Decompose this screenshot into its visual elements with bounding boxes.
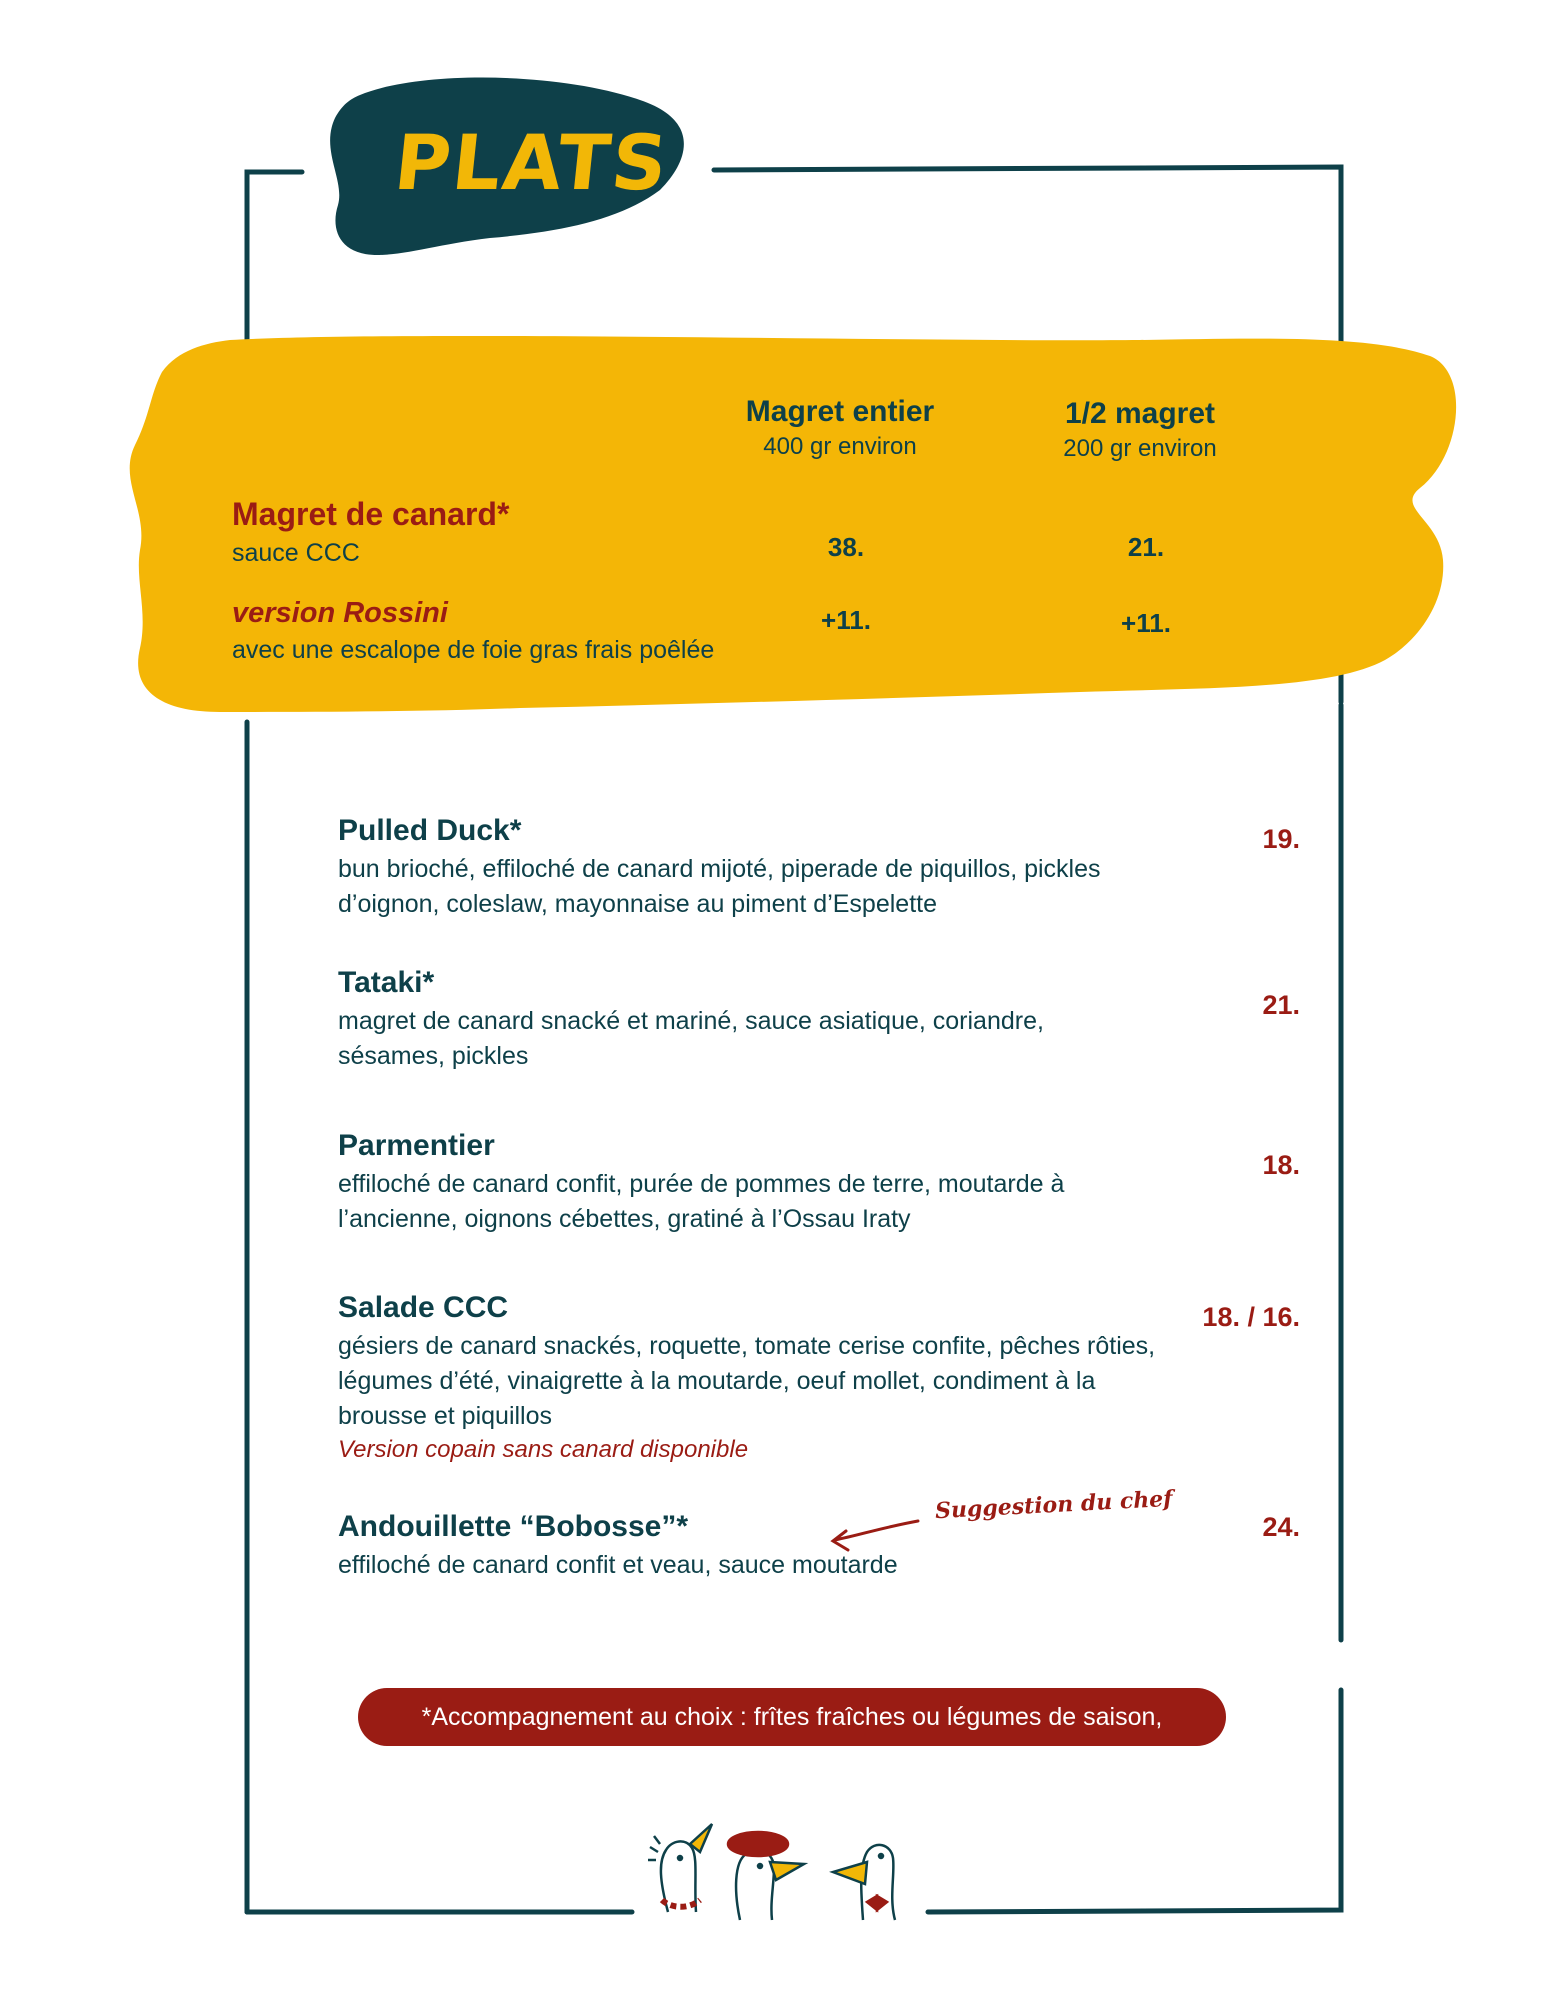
description-line: magret de canard snacké et mariné, sauce asiatique, coriandre, [338, 1007, 1044, 1035]
dish-name: Pulled Duck* [338, 814, 522, 847]
description-line: gésiers de canard snackés, roquette, tomate cerise confite, pêches rôties, [338, 1332, 1156, 1360]
dish-name: Salade CCC [338, 1291, 509, 1324]
dish-description [338, 1329, 1188, 1434]
dish-description [338, 1548, 1188, 1583]
column-subheading: 200 gr environ [1063, 435, 1217, 462]
column-whole-magret [690, 395, 990, 461]
dish-note: Version copain sans canard disponible [338, 1436, 749, 1463]
price-half: +11. [1121, 608, 1171, 638]
price-whole: +11. [821, 605, 871, 635]
description-line: effiloché de canard confit et veau, sauce moutarde [338, 1551, 898, 1579]
description-line: légumes d’été, vinaigrette à la moutarde, oeuf mollet, condiment à la [338, 1367, 1096, 1395]
side-dish-note: *Accompagnement au choix : frîtes fraîches ou légumes de saison, [358, 1688, 1226, 1746]
dish-description [338, 852, 1188, 922]
duck-mascot-right [833, 1845, 895, 1920]
description-line: l’ancienne, oignons cébettes, gratiné à l’Ossau Iraty [338, 1205, 911, 1233]
dish-price: 18. [1262, 1150, 1300, 1180]
price-half: 21. [1127, 532, 1165, 562]
dish-name: version Rossini [232, 597, 448, 629]
dish-name: Magret de canard* [232, 496, 510, 532]
duck-mascot-left [648, 1824, 712, 1912]
column-heading: 1/2 magret [1064, 397, 1216, 430]
dish-description: sauce CCC [232, 539, 360, 567]
page-title: PLATS [390, 118, 674, 207]
chef-suggestion-label: Suggestion du chef [934, 1485, 1174, 1525]
dish-price: 21. [1262, 990, 1300, 1020]
column-subheading: 400 gr environ [763, 433, 917, 460]
description-line: effiloché de canard confit, purée de pommes de terre, moutarde à [338, 1170, 1065, 1198]
dish-name: Tataki* [338, 966, 435, 999]
column-heading: Magret entier [745, 395, 935, 428]
rossini-row [232, 597, 714, 665]
dish-price: 19. [1262, 824, 1300, 854]
dish-parmentier [338, 1129, 1188, 1237]
magret-row [232, 496, 509, 568]
dish-name: Andouillette “Bobosse”* [338, 1510, 689, 1543]
description-line: sésames, pickles [338, 1042, 529, 1070]
description-line: brousse et piquillos [338, 1402, 553, 1430]
price-whole: 38. [827, 532, 865, 562]
duck-mascot-middle [728, 1832, 804, 1920]
dish-price: 24. [1262, 1512, 1300, 1542]
column-half-magret [990, 397, 1290, 463]
description-line: bun brioché, effiloché de canard mijoté, piperade de piquillos, pickles [338, 855, 1101, 883]
dish-price: 18. / 16. [1202, 1302, 1300, 1332]
dish-name: Parmentier [338, 1129, 495, 1162]
description-line: d’oignon, coleslaw, mayonnaise au piment d’Espelette [338, 890, 937, 918]
dish-description: avec une escalope de foie gras frais poêlée [232, 636, 715, 664]
